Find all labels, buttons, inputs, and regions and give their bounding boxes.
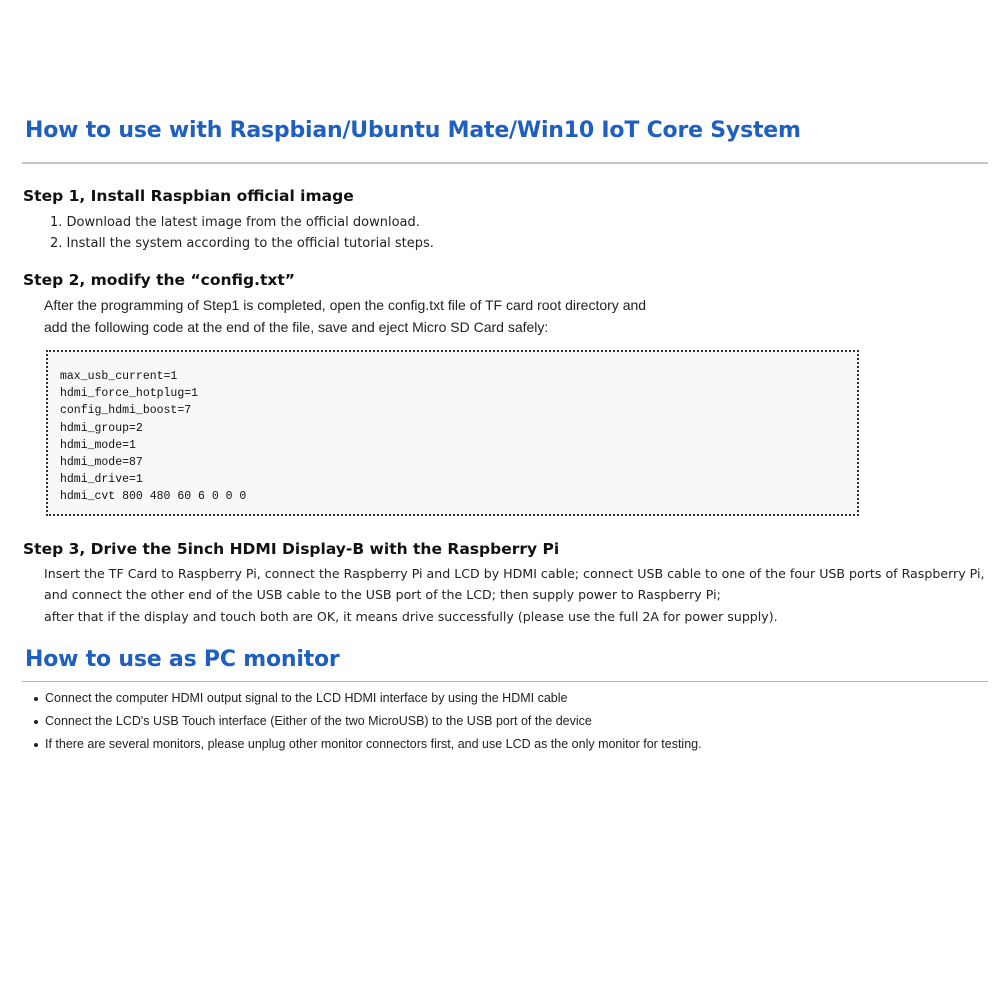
code-line: hdmi_group=2 <box>60 421 143 435</box>
step-3-title: Step 3, Drive the 5inch HDMI Display-B with the Raspberry Pi <box>23 540 560 558</box>
section-heading-raspbian: How to use with Raspbian/Ubuntu Mate/Win10 IoT Core System <box>25 118 801 143</box>
step-1-item-2: 2. Install the system according to the official tutorial steps. <box>50 236 434 251</box>
code-line: hdmi_mode=1 <box>60 438 136 452</box>
step-3-paragraph-line-2: and connect the other end of the USB cable to the USB port of the LCD; then supply power to Raspberry Pi; <box>44 587 721 602</box>
config-code-block <box>46 350 859 516</box>
bullet-icon <box>34 720 38 724</box>
code-line: hdmi_drive=1 <box>60 473 143 487</box>
bullet-icon <box>34 697 38 701</box>
list-item: If there are several monitors, please unplug other monitor connectors first, and use LCD as the only monitor for testing. <box>32 733 702 756</box>
code-line: hdmi_cvt 800 480 60 6 0 0 0 <box>60 490 247 504</box>
section-heading-pc-monitor: How to use as PC monitor <box>25 647 340 672</box>
step-3-paragraph-line-1: Insert the TF Card to Raspberry Pi, connect the Raspberry Pi and LCD by HDMI cable; connect USB cable to one of the four USB ports of Raspberry Pi, <box>44 566 985 581</box>
step-2-paragraph-line-2: add the following code at the end of the file, save and eject Micro SD Card safely: <box>44 319 549 335</box>
heading-divider <box>22 162 988 164</box>
step-2-paragraph-line-1: After the programming of Step1 is completed, open the config.txt file of TF card root directory and <box>44 297 647 313</box>
step-3-paragraph-line-3: after that if the display and touch both are OK, it means drive successfully (please use the full 2A for power supply). <box>44 609 778 624</box>
step-2-title: Step 2, modify the “config.txt” <box>23 271 295 289</box>
pc-monitor-list <box>32 687 702 756</box>
list-item: Connect the LCD's USB Touch interface (Either of the two MicroUSB) to the USB port of the device <box>32 710 702 733</box>
bullet-icon <box>34 743 38 747</box>
code-line: hdmi_mode=87 <box>60 456 143 470</box>
code-line: hdmi_force_hotplug=1 <box>60 387 199 401</box>
list-item: Connect the computer HDMI output signal to the LCD HDMI interface by using the HDMI cable <box>32 687 702 710</box>
step-1-item-1: 1. Download the latest image from the official download. <box>50 215 420 230</box>
code-line: max_usb_current=1 <box>60 370 178 383</box>
heading-divider <box>22 681 988 682</box>
step-1-title: Step 1, Install Raspbian official image <box>23 187 354 205</box>
code-line: config_hdmi_boost=7 <box>60 404 192 418</box>
